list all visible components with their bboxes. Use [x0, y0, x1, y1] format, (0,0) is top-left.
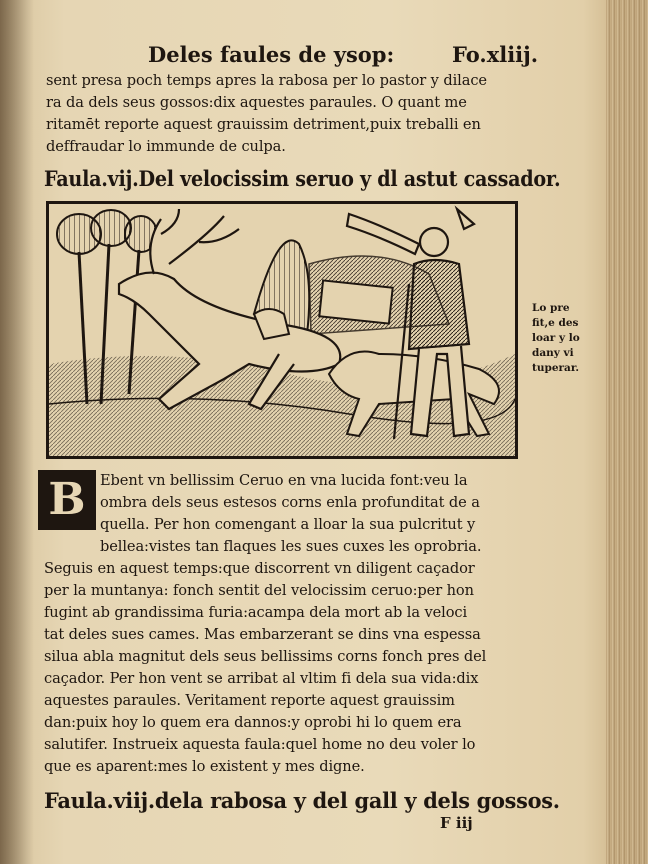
woodcut-illustration: [46, 201, 518, 459]
body-line: fugint ab grandissima furia:acampa dela mort ab la veloci: [44, 604, 468, 621]
body-line: Ebent vn bellissim Ceruo en vna lucida font:veu la: [100, 472, 468, 489]
body-line: salutifer. Instrueix aquesta faula:quel home no deu voler lo: [44, 736, 476, 753]
body-line: caçador. Per hon vent se arribat al vltim fi dela sua vida:dix: [44, 670, 479, 687]
body-line: ombra dels seus estesos corns enla profunditat de a: [100, 494, 480, 511]
margin-note-line: tuperar.: [532, 362, 580, 374]
body-line: silua abla magnitut dels seus bellissims corns fonch pres del: [44, 648, 487, 665]
body-line: Seguis en aquest temps:que discorrent vn diligent caçador: [44, 560, 475, 577]
fable-title: Faula.vij.Del velocissim seruo y dl astut cassador.: [44, 166, 561, 191]
margin-note-line: loar y lo: [532, 332, 580, 344]
margin-note-line: fit,e des: [532, 317, 579, 329]
body-line: per la muntanya: fonch sentit del velocissim ceruo:per hon: [44, 582, 474, 599]
body-line: aquestes paraules. Veritament reporte aquest grauissim: [44, 692, 455, 709]
signature-mark: F iij: [440, 814, 473, 832]
gutter-shadow: [0, 0, 34, 864]
body-line: quella. Per hon comengant a lloar la sua pulcritut y: [100, 516, 476, 533]
margin-note-line: dany vi: [532, 347, 574, 359]
page-edges: [606, 0, 648, 864]
fable-title: Faula.viij.dela rabosa y del gall y dels gossos.: [44, 788, 560, 813]
body-line: dan:puix hoy lo quem era dannos:y oprobi hi lo quem era: [44, 714, 462, 731]
running-title: Deles faules de ysop:: [148, 42, 395, 67]
body-line: que es aparent:mes lo existent y mes digne.: [44, 758, 365, 775]
body-line: bellea:vistes tan flaques les sues cuxes les oprobria.: [100, 538, 482, 555]
body-line: ritamēt reporte aquest grauissim detriment,puix treballi en: [46, 116, 481, 133]
drop-initial: [38, 470, 96, 530]
body-line: deffraudar lo immunde de culpa.: [46, 138, 286, 155]
body-line: ra da dels seus gossos:dix aquestes paraules. O quant me: [46, 94, 467, 111]
drop-initial-letter: B: [48, 474, 86, 525]
folio-number: Fo.xliij.: [452, 42, 539, 67]
body-line: sent presa poch temps apres la rabosa per lo pastor y dilace: [46, 72, 487, 89]
body-line: tat deles sues cames. Mas embarzerant se dins vna espessa: [44, 626, 481, 643]
stag-hunter-woodcut-icon: [49, 204, 515, 456]
margin-note-line: Lo pre: [532, 302, 570, 314]
